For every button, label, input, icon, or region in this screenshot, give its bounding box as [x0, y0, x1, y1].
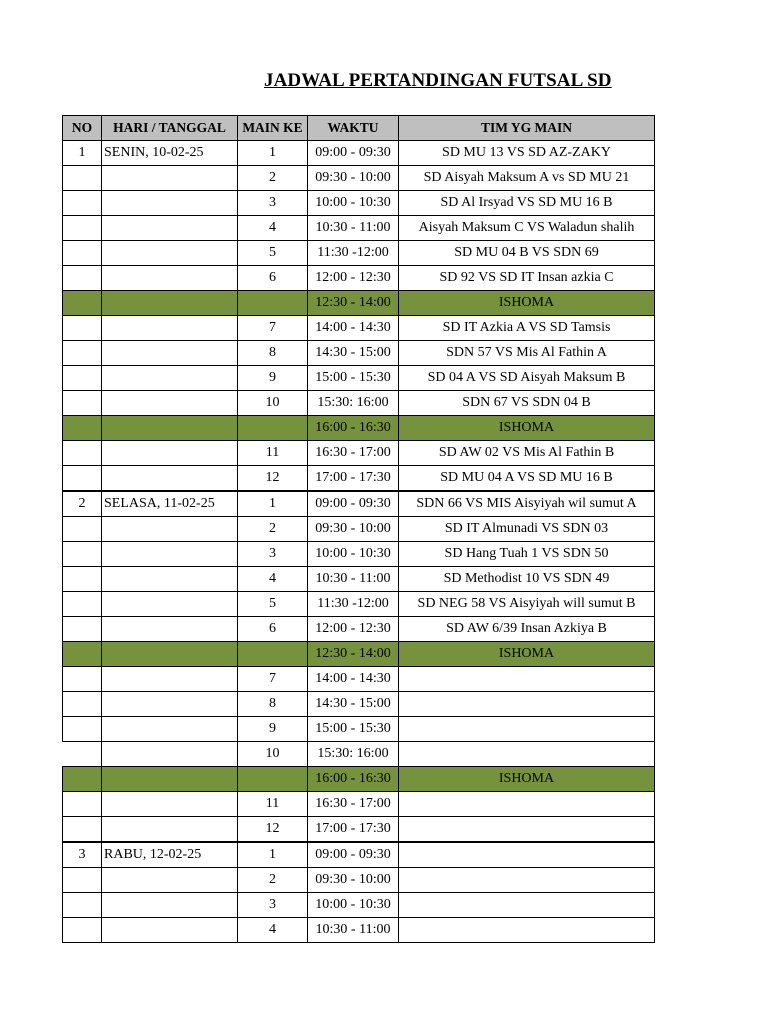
cell-time: 09:00 - 09:30: [308, 491, 399, 517]
cell-teams: ISHOMA: [399, 642, 655, 667]
table-header-row: [63, 116, 655, 141]
cell-match-number: 6: [238, 617, 308, 642]
cell-time: 10:00 - 10:30: [308, 893, 399, 918]
table-row: [63, 592, 655, 617]
cell-teams: Aisyah Maksum C VS Waladun shalih: [399, 216, 655, 241]
schedule-body: [63, 141, 655, 943]
cell-no: [63, 441, 102, 466]
cell-day: [102, 466, 238, 492]
cell-day: [102, 592, 238, 617]
cell-day: [102, 241, 238, 266]
table-row: [63, 366, 655, 391]
table-row: [63, 141, 655, 166]
header-match-number: MAIN KE: [238, 116, 308, 141]
cell-teams: [399, 842, 655, 868]
table-row: [63, 842, 655, 868]
table-row: [63, 817, 655, 843]
cell-match-number: [238, 642, 308, 667]
header-day: HARI / TANGGAL: [102, 116, 238, 141]
cell-no: 3: [63, 842, 102, 868]
break-row: [63, 642, 655, 667]
cell-teams: SDN 57 VS Mis Al Fathin A: [399, 341, 655, 366]
table-row: [63, 316, 655, 341]
cell-no: [63, 692, 102, 717]
cell-teams: SD 92 VS SD IT Insan azkia C: [399, 266, 655, 291]
cell-no: [63, 792, 102, 817]
cell-match-number: 11: [238, 441, 308, 466]
cell-match-number: 10: [238, 742, 308, 767]
cell-day: [102, 191, 238, 216]
cell-no: [63, 416, 102, 441]
cell-time: 12:00 - 12:30: [308, 266, 399, 291]
cell-teams: SD NEG 58 VS Aisyiyah will sumut B: [399, 592, 655, 617]
cell-match-number: 5: [238, 592, 308, 617]
cell-teams: [399, 717, 655, 742]
cell-day: [102, 517, 238, 542]
cell-teams: SDN 67 VS SDN 04 B: [399, 391, 655, 416]
cell-teams: SD IT Almunadi VS SDN 03: [399, 517, 655, 542]
cell-day: SENIN, 10-02-25: [102, 141, 238, 166]
cell-day: [102, 817, 238, 843]
cell-no: [63, 893, 102, 918]
cell-match-number: 12: [238, 466, 308, 492]
cell-day: [102, 341, 238, 366]
table-row: [63, 441, 655, 466]
cell-time: 09:30 - 10:00: [308, 868, 399, 893]
header-no: NO: [63, 116, 102, 141]
cell-no: 2: [63, 491, 102, 517]
cell-time: 10:30 - 11:00: [308, 918, 399, 943]
cell-day: [102, 742, 238, 767]
table-row: [63, 341, 655, 366]
cell-no: [63, 742, 102, 767]
cell-teams: [399, 792, 655, 817]
cell-match-number: 11: [238, 792, 308, 817]
cell-day: [102, 391, 238, 416]
cell-teams: SD MU 04 A VS SD MU 16 B: [399, 466, 655, 492]
cell-teams: [399, 868, 655, 893]
cell-teams: ISHOMA: [399, 291, 655, 316]
table-row: [63, 918, 655, 943]
cell-teams: SD IT Azkia A VS SD Tamsis: [399, 316, 655, 341]
cell-no: [63, 291, 102, 316]
cell-no: [63, 166, 102, 191]
cell-match-number: [238, 416, 308, 441]
cell-no: [63, 868, 102, 893]
cell-day: [102, 542, 238, 567]
cell-time: 17:00 - 17:30: [308, 817, 399, 843]
cell-day: [102, 216, 238, 241]
cell-no: [63, 191, 102, 216]
cell-teams: SD Al Irsyad VS SD MU 16 B: [399, 191, 655, 216]
cell-match-number: 3: [238, 893, 308, 918]
table-row: [63, 617, 655, 642]
cell-match-number: 1: [238, 842, 308, 868]
table-row: [63, 717, 655, 742]
cell-teams: [399, 918, 655, 943]
cell-match-number: [238, 291, 308, 316]
break-row: [63, 767, 655, 792]
cell-time: 15:00 - 15:30: [308, 717, 399, 742]
cell-time: 16:00 - 16:30: [308, 416, 399, 441]
cell-time: 09:30 - 10:00: [308, 517, 399, 542]
cell-match-number: 1: [238, 141, 308, 166]
cell-match-number: 4: [238, 216, 308, 241]
break-row: [63, 416, 655, 441]
table-row: [63, 868, 655, 893]
cell-no: [63, 391, 102, 416]
cell-day: [102, 416, 238, 441]
cell-match-number: 3: [238, 191, 308, 216]
table-row: [63, 792, 655, 817]
cell-match-number: 9: [238, 366, 308, 391]
cell-match-number: 2: [238, 868, 308, 893]
cell-no: [63, 767, 102, 792]
cell-no: [63, 366, 102, 391]
cell-time: 09:00 - 09:30: [308, 842, 399, 868]
schedule-table: [62, 115, 655, 943]
cell-match-number: 12: [238, 817, 308, 843]
cell-teams: [399, 742, 655, 767]
header-teams: TIM YG MAIN: [399, 116, 655, 141]
table-row: [63, 567, 655, 592]
cell-no: [63, 542, 102, 567]
table-row: [63, 191, 655, 216]
table-row: [63, 266, 655, 291]
cell-match-number: 6: [238, 266, 308, 291]
page-title: JADWAL PERTANDINGAN FUTSAL SD: [264, 70, 612, 91]
table-row: [63, 241, 655, 266]
cell-teams: ISHOMA: [399, 416, 655, 441]
table-row: [63, 166, 655, 191]
cell-day: [102, 893, 238, 918]
cell-no: [63, 517, 102, 542]
cell-no: [63, 341, 102, 366]
cell-no: [63, 241, 102, 266]
table-row: [63, 667, 655, 692]
cell-day: [102, 266, 238, 291]
cell-no: [63, 817, 102, 843]
cell-time: 16:00 - 16:30: [308, 767, 399, 792]
cell-time: 10:30 - 11:00: [308, 216, 399, 241]
cell-day: [102, 717, 238, 742]
cell-no: [63, 918, 102, 943]
cell-teams: SD MU 04 B VS SDN 69: [399, 241, 655, 266]
cell-match-number: 10: [238, 391, 308, 416]
table-row: [63, 692, 655, 717]
cell-day: [102, 792, 238, 817]
cell-match-number: 4: [238, 918, 308, 943]
cell-day: [102, 667, 238, 692]
cell-match-number: 9: [238, 717, 308, 742]
cell-day: [102, 441, 238, 466]
cell-time: 15:30: 16:00: [308, 391, 399, 416]
cell-time: 16:30 - 17:00: [308, 792, 399, 817]
cell-time: 12:00 - 12:30: [308, 617, 399, 642]
cell-teams: [399, 692, 655, 717]
table-row: [63, 517, 655, 542]
cell-no: [63, 316, 102, 341]
cell-teams: ISHOMA: [399, 767, 655, 792]
cell-day: [102, 617, 238, 642]
cell-no: [63, 642, 102, 667]
cell-time: 15:30: 16:00: [308, 742, 399, 767]
cell-time: 11:30 -12:00: [308, 241, 399, 266]
cell-day: RABU, 12-02-25: [102, 842, 238, 868]
cell-time: 16:30 - 17:00: [308, 441, 399, 466]
cell-time: 10:00 - 10:30: [308, 191, 399, 216]
cell-day: [102, 166, 238, 191]
cell-teams: SD Methodist 10 VS SDN 49: [399, 567, 655, 592]
cell-day: [102, 291, 238, 316]
cell-match-number: [238, 767, 308, 792]
cell-time: 12:30 - 14:00: [308, 642, 399, 667]
cell-match-number: 5: [238, 241, 308, 266]
cell-teams: SDN 66 VS MIS Aisyiyah wil sumut A: [399, 491, 655, 517]
cell-no: [63, 216, 102, 241]
cell-time: 15:00 - 15:30: [308, 366, 399, 391]
table-row: [63, 542, 655, 567]
cell-no: [63, 592, 102, 617]
cell-time: 17:00 - 17:30: [308, 466, 399, 492]
table-row: [63, 893, 655, 918]
cell-match-number: 8: [238, 341, 308, 366]
cell-teams: SD 04 A VS SD Aisyah Maksum B: [399, 366, 655, 391]
cell-teams: [399, 667, 655, 692]
cell-match-number: 7: [238, 316, 308, 341]
cell-day: [102, 642, 238, 667]
cell-match-number: 1: [238, 491, 308, 517]
cell-no: [63, 617, 102, 642]
cell-match-number: 2: [238, 166, 308, 191]
cell-day: [102, 767, 238, 792]
cell-time: 14:30 - 15:00: [308, 692, 399, 717]
cell-time: 09:30 - 10:00: [308, 166, 399, 191]
cell-time: 10:30 - 11:00: [308, 567, 399, 592]
cell-day: [102, 366, 238, 391]
cell-no: 1: [63, 141, 102, 166]
cell-time: 12:30 - 14:00: [308, 291, 399, 316]
table-row: [63, 466, 655, 492]
cell-teams: [399, 817, 655, 843]
cell-match-number: 8: [238, 692, 308, 717]
cell-teams: SD Hang Tuah 1 VS SDN 50: [399, 542, 655, 567]
cell-day: [102, 868, 238, 893]
table-row: [63, 391, 655, 416]
table-row: [63, 216, 655, 241]
cell-match-number: 4: [238, 567, 308, 592]
cell-time: 11:30 -12:00: [308, 592, 399, 617]
table-row: [63, 491, 655, 517]
cell-time: 14:00 - 14:30: [308, 316, 399, 341]
cell-match-number: 7: [238, 667, 308, 692]
cell-time: 14:00 - 14:30: [308, 667, 399, 692]
cell-no: [63, 266, 102, 291]
cell-day: [102, 567, 238, 592]
cell-teams: SD MU 13 VS SD AZ-ZAKY: [399, 141, 655, 166]
cell-no: [63, 466, 102, 492]
cell-no: [63, 667, 102, 692]
header-time: WAKTU: [308, 116, 399, 141]
cell-time: 09:00 - 09:30: [308, 141, 399, 166]
table-row: [63, 742, 655, 767]
cell-match-number: 2: [238, 517, 308, 542]
cell-day: SELASA, 11-02-25: [102, 491, 238, 517]
break-row: [63, 291, 655, 316]
cell-teams: SD Aisyah Maksum A vs SD MU 21: [399, 166, 655, 191]
cell-day: [102, 692, 238, 717]
cell-no: [63, 717, 102, 742]
cell-day: [102, 918, 238, 943]
cell-teams: SD AW 6/39 Insan Azkiya B: [399, 617, 655, 642]
cell-no: [63, 567, 102, 592]
cell-match-number: 3: [238, 542, 308, 567]
cell-day: [102, 316, 238, 341]
cell-teams: SD AW 02 VS Mis Al Fathin B: [399, 441, 655, 466]
cell-teams: [399, 893, 655, 918]
cell-time: 10:00 - 10:30: [308, 542, 399, 567]
cell-time: 14:30 - 15:00: [308, 341, 399, 366]
